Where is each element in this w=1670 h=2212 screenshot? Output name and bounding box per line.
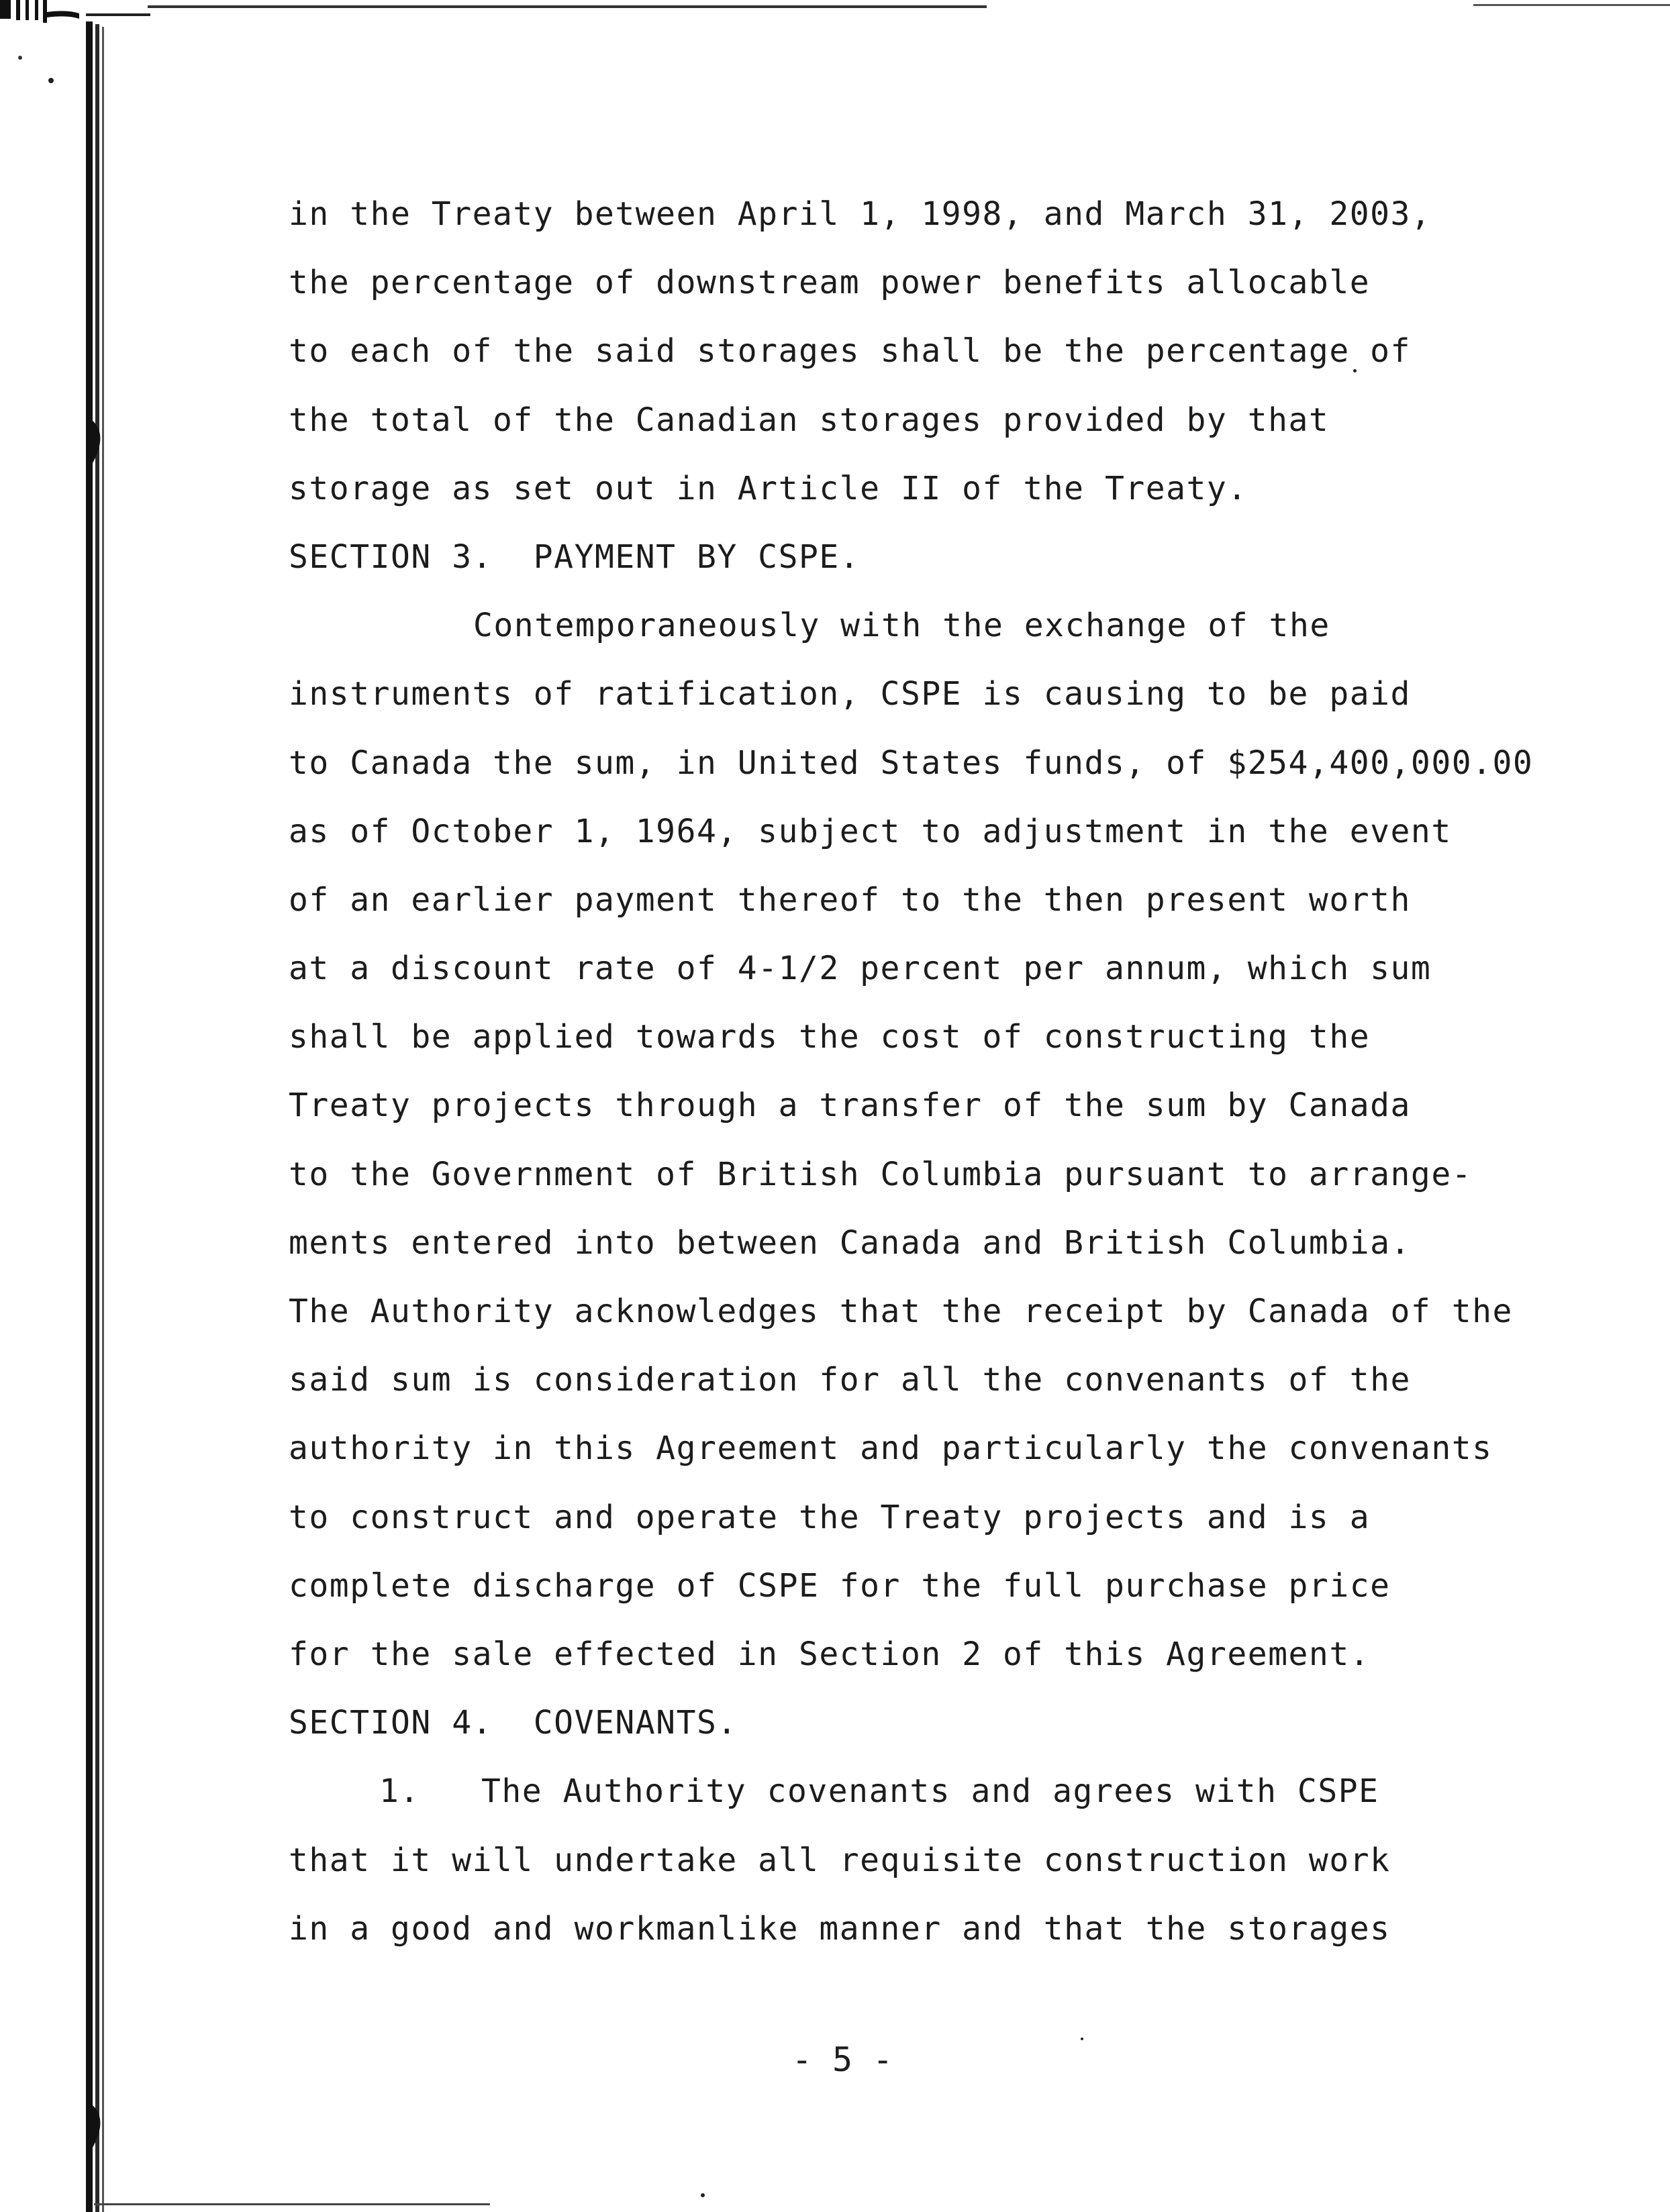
text-line: for the sale effected in Section 2 of this Agreement. bbox=[289, 1635, 1371, 1673]
text-line: the percentage of downstream power benefits allocable bbox=[289, 264, 1371, 302]
text-line: in a good and workmanlike manner and that the storages bbox=[289, 1909, 1391, 1948]
text-line: of an earlier payment thereof to the then present worth bbox=[289, 881, 1411, 919]
text-line: The Authority acknowledges that the receipt by Canada of the bbox=[289, 1293, 1513, 1330]
text-line: ments entered into between Canada and British Columbia. bbox=[289, 1223, 1411, 1262]
text-line: shall be applied towards the cost of constructing the bbox=[289, 1018, 1371, 1056]
text-line: the total of the Canadian storages provided by that bbox=[289, 401, 1330, 439]
binding-edge-graphic bbox=[0, 0, 175, 2212]
text-line: authority in this Agreement and particularly the convenants bbox=[289, 1429, 1493, 1468]
text-line: Treaty projects through a transfer of the sum by Canada bbox=[289, 1087, 1411, 1125]
text-line: to the Government of British Columbia pursuant to arrange- bbox=[289, 1155, 1473, 1193]
page-number: - 5 - bbox=[791, 2040, 893, 2079]
text-line: to each of the said storages shall be the percentage of bbox=[289, 332, 1411, 370]
text-line: as of October 1, 1964, subject to adjustment in the event bbox=[289, 812, 1452, 850]
text-line: storage as set out in Article II of the Treaty. bbox=[289, 469, 1248, 507]
text-line: to Canada the sum, in United States funds, of $254,400,000.00 bbox=[289, 744, 1534, 782]
top-right-edge-rule bbox=[1473, 4, 1670, 6]
top-edge-rule bbox=[148, 5, 987, 8]
text-line: that it will undertake all requisite construction work bbox=[289, 1841, 1391, 1879]
text-line: complete discharge of CSPE for the full purchase price bbox=[289, 1566, 1391, 1605]
text-line: Contemporaneously with the exchange of the bbox=[473, 607, 1330, 645]
numbered-paragraph-start: 1. The Authority covenants and agrees with CSPE bbox=[379, 1772, 1379, 1811]
scan-speck bbox=[701, 2193, 705, 2197]
document-body bbox=[289, 180, 1564, 1963]
scan-speck bbox=[1081, 2038, 1083, 2040]
bottom-edge-rule bbox=[94, 2203, 490, 2205]
text-line: instruments of ratification, CSPE is causing to be paid bbox=[289, 675, 1411, 713]
text-line: to construct and operate the Treaty projects and is a bbox=[289, 1498, 1371, 1536]
text-line: said sum is consideration for all the convenants of the bbox=[289, 1361, 1411, 1399]
text-line: in the Treaty between April 1, 1998, and March 31, 2003, bbox=[289, 195, 1432, 233]
text-line: at a discount rate of 4-1/2 percent per annum, which sum bbox=[289, 950, 1432, 988]
section-heading: SECTION 4. COVENANTS. bbox=[289, 1704, 738, 1742]
section-heading: SECTION 3. PAYMENT BY CSPE. bbox=[289, 538, 861, 576]
